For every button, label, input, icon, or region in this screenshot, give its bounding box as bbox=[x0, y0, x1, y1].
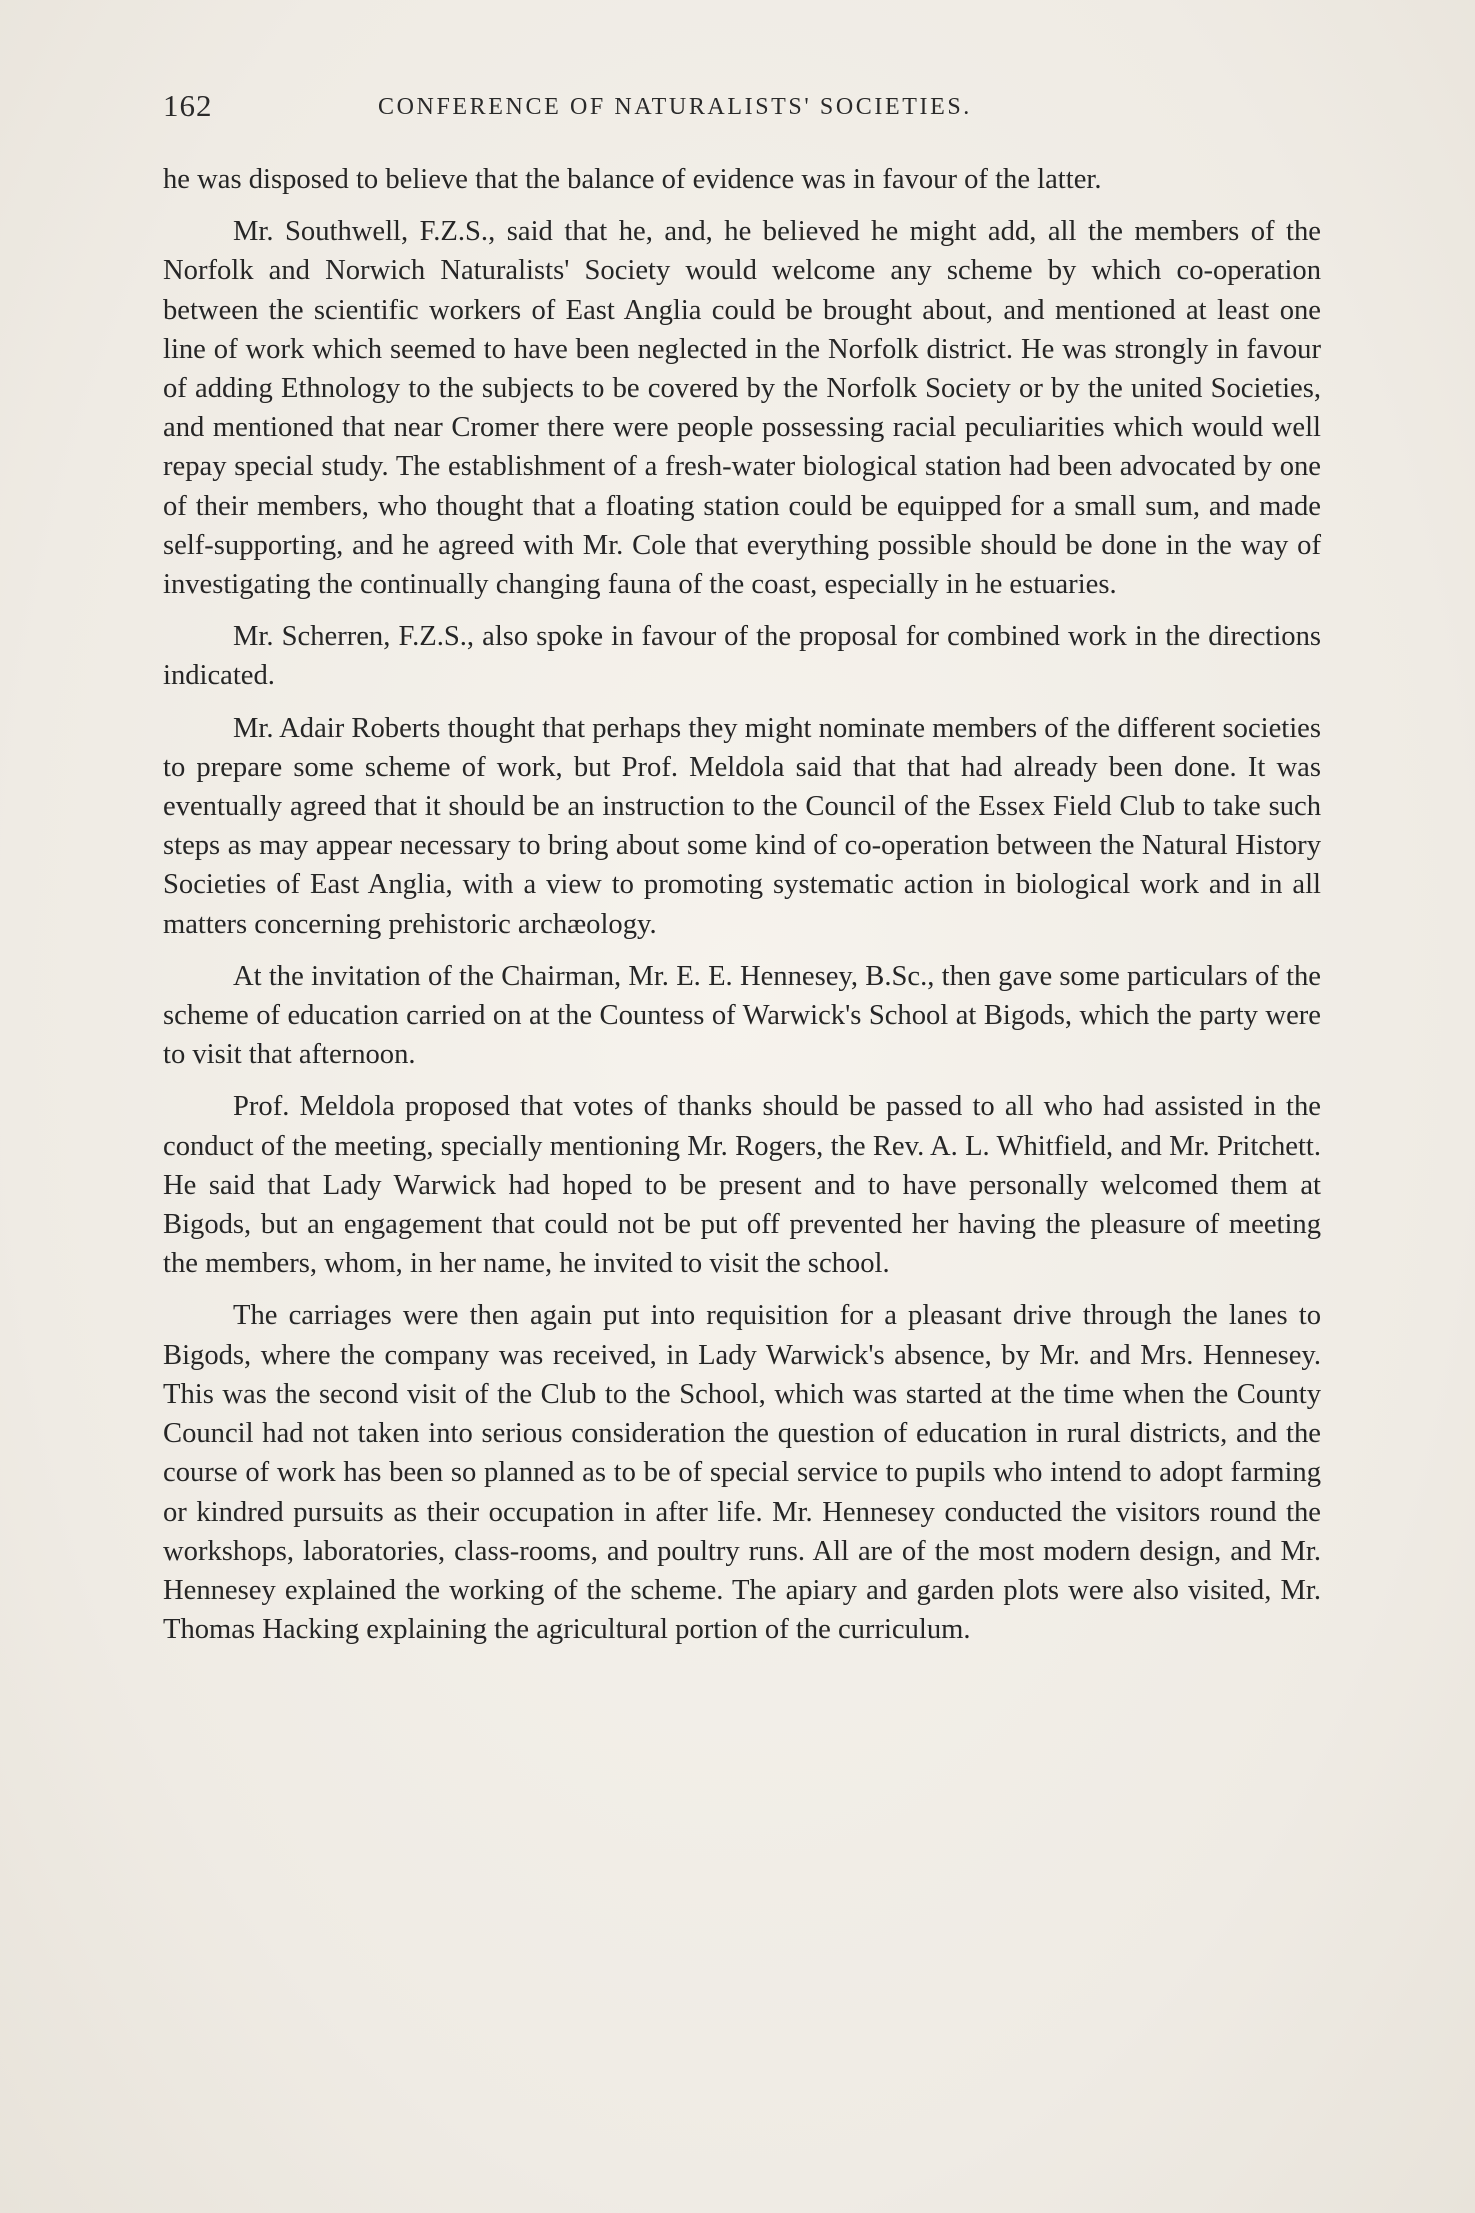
page-number: 162 bbox=[163, 88, 213, 123]
paragraph-carriages: The carriages were then again put into requisition for a pleasant drive through the lanes to Bigods, where the company was received, in Lady Warwick's absence, by Mr. and Mrs. Hennesey. This was the second visit of the Club to the School, which was started at the time when the County Council had not taken into serious consideration the question of education in rural districts, and the course of work has been so planned as to be of special service to pupils who intend to adopt farming or kindred pursuits as their occupation in after life. Mr. Hennesey conducted the visitors round the workshops, laboratories, class-rooms, and poultry runs. All are of the most modern design, and Mr. Hennesey explained the working of the scheme. The apiary and garden plots were also visited, Mr. Thomas Hacking explaining the agricultural portion of the curriculum. bbox=[163, 1300, 1321, 1646]
paragraph-southwell: Mr. Southwell, F.Z.S., said that he, and, he believed he might add, all the members of the Norfolk and Norwich Naturalists' Society would welcome any scheme by which co-operation between the scientific workers of East Anglia could be brought about, and mentioned at least one line of work which seemed to have been neglected in the Norfolk district. He was strongly in favour of adding Ethnology to the subjects to be covered by the Norfolk Society or by the united Societies, and mentioned that near Cromer there were people possessing racial peculiarities which would well repay special study. The establishment of a fresh-water biological station had been advocated by one of their members, who thought that a floating station could be equipped for a small sum, and made self-supporting, and he agreed with Mr. Cole that everything possible should be done in the way of investigating the continually changing fauna of the coast, especially in he estuaries. bbox=[163, 216, 1321, 601]
paragraph-hennesey-invitation: At the invitation of the Chairman, Mr. E. E. Hennesey, B.Sc., then gave some particulars of the scheme of education carried on at the Countess of Warwick's School at Bigods, which the party were to visit that afternoon. bbox=[163, 960, 1321, 1071]
body-text bbox=[163, 160, 1321, 1662]
running-head: CONFERENCE OF NATURALISTS' SOCIETIES. bbox=[378, 94, 972, 120]
page-header bbox=[163, 88, 1323, 128]
paragraph-scherren: Mr. Scherren, F.Z.S., also spoke in favour of the proposal for combined work in the directions indicated. bbox=[163, 621, 1321, 692]
paragraph-adair-roberts: Mr. Adair Roberts thought that perhaps they might nominate members of the different societies to prepare some scheme of work, but Prof. Meldola said that that had already been done. It was eventually agreed that it should be an instruction to the Council of the Essex Field Club to take such steps as may appear necessary to bring about some kind of co-operation between the Natural History Societies of East Anglia, with a view to promoting systematic action in biological work and in all matters concerning prehistoric archæology. bbox=[163, 712, 1321, 940]
paragraph-meldola-thanks: Prof. Meldola proposed that votes of thanks should be passed to all who had assisted in the conduct of the meeting, specially mentioning Mr. Rogers, the Rev. A. L. Whitfield, and Mr. Pritchett. He said that Lady Warwick had hoped to be present and to have personally welcomed them at Bigods, but an engagement that could not be put off prevented her having the pleasure of meeting the members, whom, in her name, he invited to visit the school. bbox=[163, 1091, 1321, 1280]
paragraph-continuation: he was disposed to believe that the balance of evidence was in favour of the latter. bbox=[163, 164, 1102, 195]
